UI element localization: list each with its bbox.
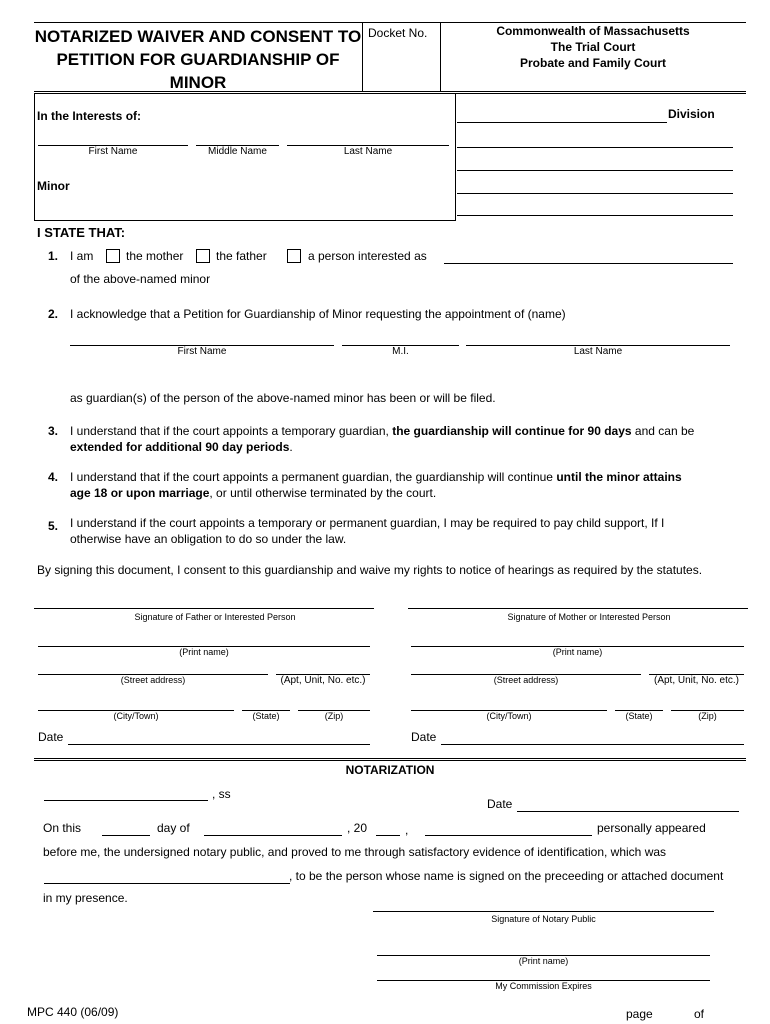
s4-part-c: age 18 or upon marriage xyxy=(70,486,210,500)
day-field[interactable] xyxy=(102,835,150,836)
comma-label: , xyxy=(405,823,409,837)
right-city-caption: (City/Town) xyxy=(486,711,532,721)
court-line-1: Commonwealth of Massachusetts xyxy=(496,24,690,38)
guardian-first-caption: First Name xyxy=(177,346,227,357)
on-this-label: On this xyxy=(43,821,82,835)
form-title-text: NOTARIZED WAIVER AND CONSENT TO PETITION FOR GUARDIANSHIP OF MINOR xyxy=(34,27,362,92)
s3-part-d: extended for additional 90 day periods xyxy=(70,440,290,454)
court-line-2: The Trial Court xyxy=(550,40,636,54)
left-street-caption: (Street address) xyxy=(120,675,186,685)
s4-part-a: I understand that if the court appoints a permanent guardian, the guardianship will continue xyxy=(70,470,557,484)
division-field[interactable] xyxy=(457,122,667,123)
s5-part-a: I understand if the court appoints a temporary or permanent guardian, I may be required to pay child support, If I xyxy=(70,516,665,530)
s3-text xyxy=(70,423,740,455)
s3-part-a: I understand that if the court appoints a temporary guardian, xyxy=(70,424,393,438)
right-state-caption: (State) xyxy=(625,711,653,721)
notary-signature-caption: Signature of Notary Public xyxy=(491,914,596,924)
s1-father-label: the father xyxy=(216,249,267,263)
of-label: of xyxy=(694,1007,705,1021)
s5-text xyxy=(70,515,740,547)
s3-part-b: the guardianship will continue for 90 days xyxy=(392,424,632,438)
year-prefix-label: , 20 xyxy=(347,821,368,835)
division-address-line-2[interactable] xyxy=(457,170,733,171)
s2-number: 2. xyxy=(48,307,59,321)
presence-text: in my presence. xyxy=(43,891,128,905)
left-print-name-caption: (Print name) xyxy=(179,647,229,657)
last-name-caption: Last Name xyxy=(343,146,393,157)
left-date-label: Date xyxy=(38,730,64,744)
to-be-text: , to be the person whose name is signed on the preceeding or attached document xyxy=(289,869,724,883)
s1-number: 1. xyxy=(48,249,59,263)
left-state-caption: (State) xyxy=(252,711,280,721)
identification-field[interactable] xyxy=(44,883,290,884)
year-field[interactable] xyxy=(376,835,400,836)
month-field[interactable] xyxy=(204,835,342,836)
header-top-rule xyxy=(34,22,746,23)
s1-interested-label: a person interested as xyxy=(308,249,427,263)
interests-box-mid xyxy=(455,93,456,221)
s4-text xyxy=(70,469,740,501)
left-date-field[interactable] xyxy=(68,744,370,745)
notary-signature-field[interactable] xyxy=(373,911,714,912)
s1-continuation: of the above-named minor xyxy=(70,272,211,286)
docket-label: Docket No. xyxy=(368,26,428,40)
left-city-caption: (City/Town) xyxy=(113,711,159,721)
interests-label: In the Interests of: xyxy=(37,109,142,123)
before-me-text: before me, the undersigned notary public, and proved to me through satisfactory evidence of identification, which was xyxy=(43,845,667,859)
s2-continuation: as guardian(s) of the person of the above-named minor has been or will be filed. xyxy=(70,391,496,405)
division-label: Division xyxy=(668,107,715,121)
s3-number: 3. xyxy=(48,424,59,438)
division-address-line-3[interactable] xyxy=(457,193,733,194)
form-title xyxy=(34,25,362,94)
interested-as-field[interactable] xyxy=(444,263,733,264)
notarization-heading: NOTARIZATION xyxy=(345,763,435,777)
left-apt-caption: (Apt, Unit, No. etc.) xyxy=(280,675,366,686)
notarization-rule-2 xyxy=(34,760,746,761)
ss-label: , ss xyxy=(212,787,231,801)
commission-expires-caption: My Commission Expires xyxy=(495,981,592,991)
court-line-3: Probate and Family Court xyxy=(519,56,667,70)
s4-number: 4. xyxy=(48,470,59,484)
day-of-label: day of xyxy=(157,821,190,835)
s5-number: 5. xyxy=(48,519,59,533)
right-signature-caption: Signature of Mother or Interested Person xyxy=(507,612,671,622)
right-signature-field[interactable] xyxy=(408,608,748,609)
left-signature-caption: Signature of Father or Interested Person xyxy=(134,612,296,622)
notary-date-field[interactable] xyxy=(517,811,739,812)
notarization-rule-1 xyxy=(34,758,746,759)
s4-part-d: , or until otherwise terminated by the court. xyxy=(209,486,437,500)
interested-person-checkbox[interactable] xyxy=(287,249,301,263)
left-zip-caption: (Zip) xyxy=(324,711,344,721)
right-print-name-caption: (Print name) xyxy=(552,647,603,657)
father-checkbox[interactable] xyxy=(196,249,210,263)
right-date-field[interactable] xyxy=(441,744,744,745)
form-id: MPC 440 (06/09) xyxy=(27,1005,119,1019)
right-date-label: Date xyxy=(411,730,437,744)
consent-statement: By signing this document, I consent to this guardianship and waive my rights to notice of hearings as required by the statutes. xyxy=(37,563,703,577)
s2-text: I acknowledge that a Petition for Guardianship of Minor requesting the appointment of (name) xyxy=(70,307,566,321)
county-field[interactable] xyxy=(44,800,208,801)
s3-part-c: and can be xyxy=(631,424,695,438)
s3-part-e: . xyxy=(289,440,293,454)
appeared-label: personally appeared xyxy=(597,821,706,835)
mother-checkbox[interactable] xyxy=(106,249,120,263)
appeared-name-field[interactable] xyxy=(425,835,592,836)
s5-part-b: otherwise have an obligation to do so under the law. xyxy=(70,532,347,546)
left-signature-field[interactable] xyxy=(34,608,374,609)
division-address-line-4[interactable] xyxy=(457,215,733,216)
guardian-last-caption: Last Name xyxy=(573,346,623,357)
minor-label: Minor xyxy=(37,179,70,193)
page-label: page xyxy=(626,1007,653,1021)
s1-mother-label: the mother xyxy=(126,249,184,263)
guardian-mi-caption: M.I. xyxy=(392,346,409,357)
s1-iam: I am xyxy=(70,249,94,263)
right-apt-caption: (Apt, Unit, No. etc.) xyxy=(653,675,740,686)
header-divider-1 xyxy=(362,22,363,92)
right-zip-caption: (Zip) xyxy=(698,711,717,721)
s4-part-b: until the minor attains xyxy=(556,470,682,484)
interests-box-bottom xyxy=(34,220,455,221)
division-address-line-1[interactable] xyxy=(457,147,733,148)
notary-print-name-caption: (Print name) xyxy=(518,956,569,966)
notary-date-label: Date xyxy=(487,797,513,811)
interests-box-left xyxy=(34,93,35,221)
statements-heading: I STATE THAT: xyxy=(37,225,126,240)
right-street-caption: (Street address) xyxy=(493,675,559,685)
first-name-caption: First Name xyxy=(88,146,138,157)
middle-name-caption: Middle Name xyxy=(208,146,267,157)
